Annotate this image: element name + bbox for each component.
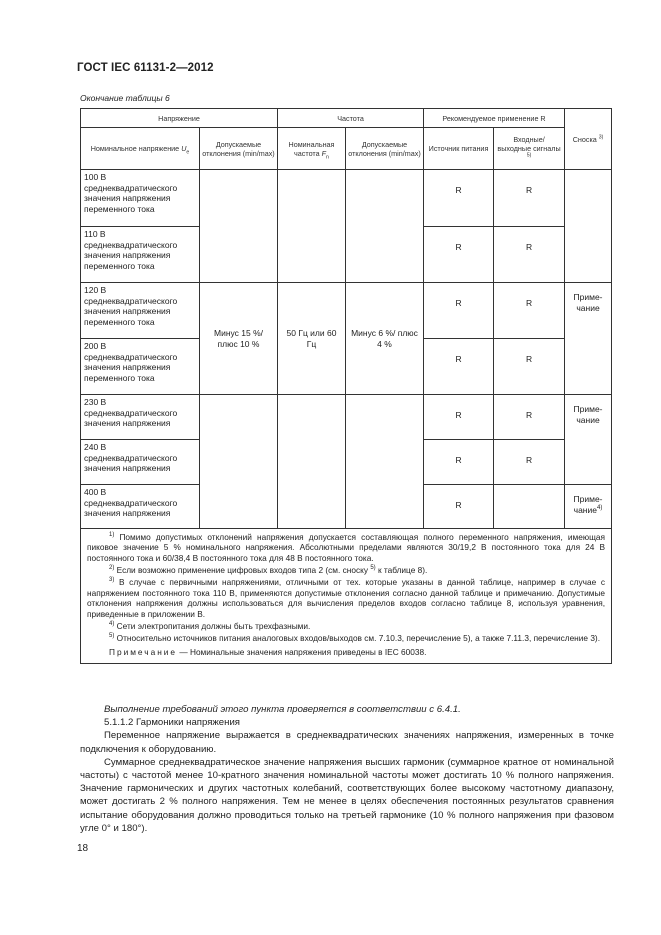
row-io: R <box>494 227 565 283</box>
header-nominal-voltage: Номинальное напряжение $U_e$ <box>81 128 200 170</box>
table-caption: Окончание таблицы 6 <box>80 93 170 103</box>
row-source: R <box>424 170 494 227</box>
row-source: R <box>424 339 494 395</box>
voltage-tolerance-merged: Минус 15 %/ плюс 10 % <box>200 283 278 395</box>
header-nominal-frequency: Номинальная частота $F_n$ <box>278 128 346 170</box>
row-source: R <box>424 283 494 339</box>
row-voltage: 100 В среднеквадратического значения напряжения переменного тока <box>81 170 200 227</box>
frequency-cell-ac-low <box>278 170 346 283</box>
footnote-2: $^{2)}$ Если возможно применение цифровых входов типа 2 (см. сноску $^{5)}$ к таблице 8). <box>109 565 428 576</box>
row-voltage: 400 В среднеквадратического значения напряжения <box>81 485 200 529</box>
footnote-4: $^{4)}$ Сети электропитания должны быть трехфазными. <box>109 620 311 631</box>
row-io: R <box>494 339 565 395</box>
frequency-tolerance-merged: Минус 6 %/ плюс 4 % <box>346 283 424 395</box>
header-frequency-tolerance: Допускаемые отклонения (min/max) <box>346 128 424 170</box>
footnote-3: $^{3)}$ В случае с первичными напряжениями, отличными от тех. которые указаны в данной таблице, например в случае с напряжением постоянного тока 110 В, применяются допустимые отклонения согласно данной таблице и примечанию. Допустимые отклонения напряжения должны использоваться для вычисления пределов входов согласно таблице 8, используя уравнения, приведенные в приложении В. <box>87 577 606 619</box>
row-source: R <box>424 440 494 485</box>
table-row <box>81 283 612 339</box>
compliance-paragraph: Выполнение требований этого пункта проверяется в соответствии с 6.4.1. <box>104 704 461 715</box>
header-footnote-ref: 3) <box>598 134 604 141</box>
paragraph-measurement: Переменное напряжение выражается в среднеквадратических значениях напряжения, измеренных в точке подключения к оборудованию. <box>80 730 614 755</box>
footnotes-cell <box>81 529 612 664</box>
row-voltage: 240 В среднеквадратического значения напряжения <box>81 440 200 485</box>
header-frequency: Частота <box>278 109 424 128</box>
table-remark: Примечание — Номинальные значения напряжения приведены в IEC 60038. <box>109 646 427 657</box>
table-row <box>81 395 612 440</box>
frequency-merged: 50 Гц или 60 Гц <box>278 283 346 395</box>
header-voltage: Напряжение <box>81 109 278 128</box>
footnote-5: $^{5)}$ Относительно источников питания аналоговых входов/выходов см. 7.10.3, перечисление 5), а также 7.11.3, перечисление 3). <box>109 633 601 644</box>
row-io: R <box>494 283 565 339</box>
header-recommended: Рекомендуемое применение R <box>424 109 565 128</box>
header-footnote: Сноска $^{3)}$ <box>565 109 612 170</box>
row-io: R <box>494 395 565 440</box>
row-io <box>494 485 565 529</box>
voltage-tolerance-cell-three-phase <box>200 395 278 529</box>
row-io: R <box>494 170 565 227</box>
row-voltage: 120 В среднеквадратического значения напряжения переменного тока <box>81 283 200 339</box>
table-row <box>81 170 612 227</box>
spec-table <box>80 108 612 664</box>
header-voltage-tolerance: Допускаемые отклонения (min/max) <box>200 128 278 170</box>
row-note: Приме-чание$^{4)}$ <box>565 485 612 529</box>
row-voltage: 200 В среднеквадратического значения напряжения переменного тока <box>81 339 200 395</box>
section-heading: 5.1.1.2 Гармоники напряжения <box>104 717 240 729</box>
body-text <box>80 703 614 835</box>
remark-label: Примечание <box>109 646 178 657</box>
row-note: Приме-чание <box>565 283 612 395</box>
frequency-tolerance-cell-three-phase <box>346 395 424 529</box>
row-note-ref: 4) <box>596 503 603 511</box>
paragraph-harmonics: Суммарное среднеквадратическое значение напряжения высших гармоник (суммарное кратное от номинальной частоты) с частотой менее 10-кратного значения номинальной частоты может достигать 10 % полного напряжения. Значение гармонических и других частотных колебаний, соответствующих более высокому частотному диапазону, может достигать 2 % полного напряжения. Тем не менее в целях обеспечения постоянных результатов сравнения испытание оборудования должно проводиться только на третьей гармонике (10 % полного напряжения при фазовом угле 0° и 180°). <box>80 756 614 834</box>
footnote-1: $^{1)}$ Помимо допустимых отклонений напряжения допускается составляющая полного переменного напряжения, имеющая пиковое значение 5 % номинального напряжения. Абсолютными пределами являются 30/19,2 В постоянного тока для 24 В постоянного тока и 60/38,4 В постоянного тока для 48 В постоянного тока. <box>87 532 606 563</box>
row-source: R <box>424 227 494 283</box>
standard-header: ГОСТ IEC 61131-2—2012 <box>77 62 214 74</box>
row-io: R <box>494 440 565 485</box>
frequency-cell-three-phase <box>278 395 346 529</box>
page-number: 18 <box>77 843 89 854</box>
row-source: R <box>424 485 494 529</box>
row-voltage: 230 В среднеквадратического значения напряжения <box>81 395 200 440</box>
header-power-source: Источник питания <box>424 128 494 170</box>
header-io-signals: Входные/ выходные сигналы $^{5)}$ <box>494 128 565 170</box>
frequency-tolerance-cell-ac-low <box>346 170 424 283</box>
voltage-tolerance-cell-ac-low <box>200 170 278 283</box>
row-voltage: 110 В среднеквадратического значения напряжения переменного тока <box>81 227 200 283</box>
row-note <box>565 170 612 283</box>
row-source: R <box>424 395 494 440</box>
row-note: Приме-чание <box>565 395 612 485</box>
